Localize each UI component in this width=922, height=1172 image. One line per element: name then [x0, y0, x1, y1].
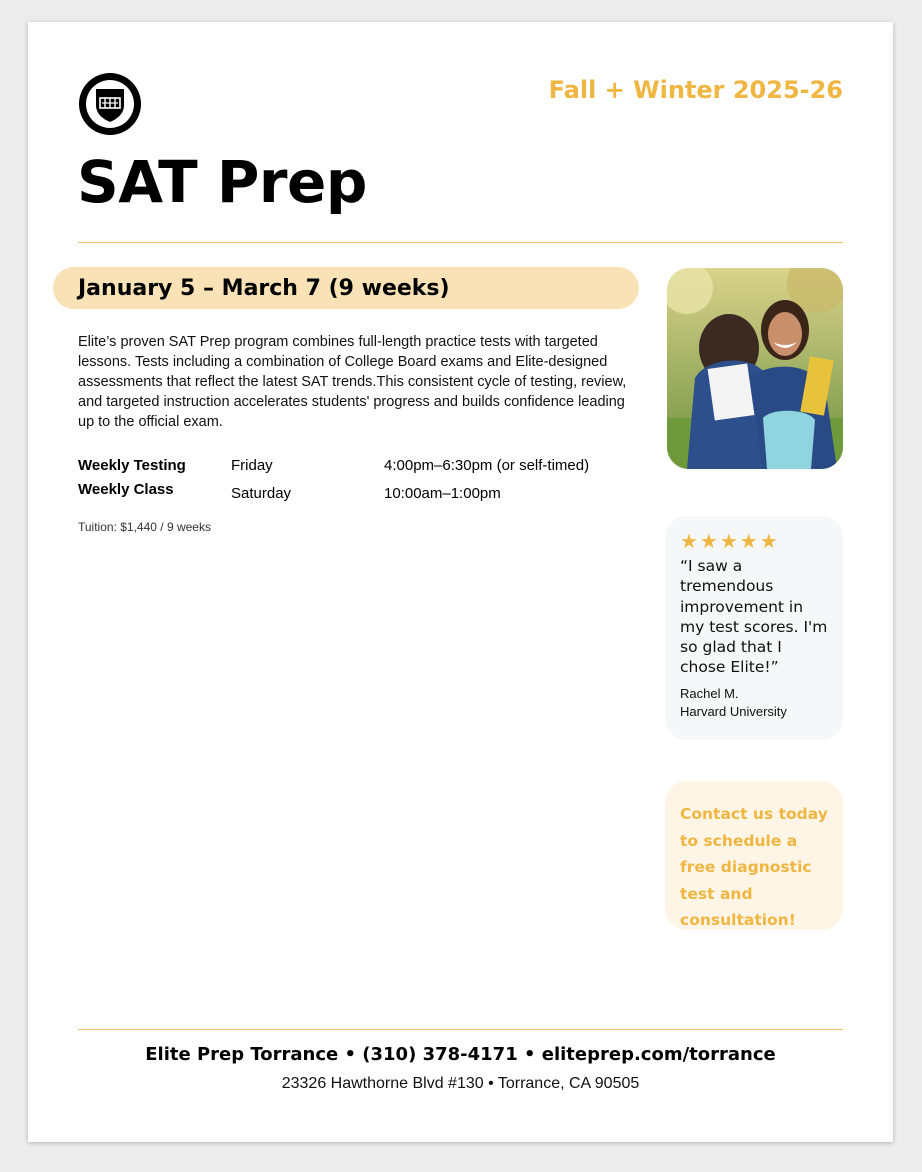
- program-description: Elite’s proven SAT Prep program combines full-length practice tests with targeted lessons. Tests including a combination of College Board exams and Elite-designed assessments that reflect the latest SAT trends.This consistent cycle of testing, review, and targeted instruction accelerates students' progress and builds confidence leading up to the official exam.: [78, 334, 627, 430]
- testimonial-author-block: [680, 685, 829, 721]
- students-hugging-photo: [667, 268, 843, 469]
- schedule-row-testing: [78, 454, 638, 482]
- flyer-page: [28, 22, 893, 1142]
- contact-cta-card: [665, 781, 843, 930]
- tuition-text: Tuition: $1,440 / 9 weeks: [78, 520, 211, 534]
- schedule-table: [78, 454, 638, 510]
- footer-address: 23326 Hawthorne Blvd #130 • Torrance, CA 90505: [281, 1075, 640, 1092]
- date-banner: [53, 267, 639, 309]
- schedule-row-class: [78, 482, 638, 510]
- shield-crest-logo: [78, 72, 142, 136]
- testimonial-author: Rachel M.: [680, 685, 739, 701]
- program-dates: January 5 – March 7 (9 weeks): [78, 275, 450, 301]
- testimonial-card: [665, 516, 843, 740]
- testimonial-school: Harvard University: [680, 703, 787, 719]
- schedule-label: Weekly Testing: [78, 457, 186, 474]
- schedule-day: Saturday: [231, 485, 292, 502]
- season-label: Fall + Winter 2025-26: [548, 76, 843, 104]
- schedule-time: 4:00pm–6:30pm (or self-timed): [384, 457, 590, 474]
- footer-divider: [78, 1029, 843, 1030]
- testimonial-quote: “I saw a tremendous improvement in my test scores. I'm so glad that I chose Elite!”: [680, 557, 828, 677]
- schedule-label: Weekly Class: [78, 481, 174, 498]
- schedule-time: 10:00am–1:00pm: [384, 485, 501, 502]
- page-title: SAT Prep: [77, 148, 367, 216]
- header-divider: [78, 242, 843, 243]
- star-rating: ★★★★★: [680, 531, 780, 553]
- schedule-day: Friday: [231, 457, 273, 474]
- cta-text: Contact us today to schedule a free diagnostic test and consultation!: [680, 805, 828, 929]
- footer-contact: Elite Prep Torrance • (310) 378-4171 • eliteprep.com/torrance: [145, 1044, 776, 1065]
